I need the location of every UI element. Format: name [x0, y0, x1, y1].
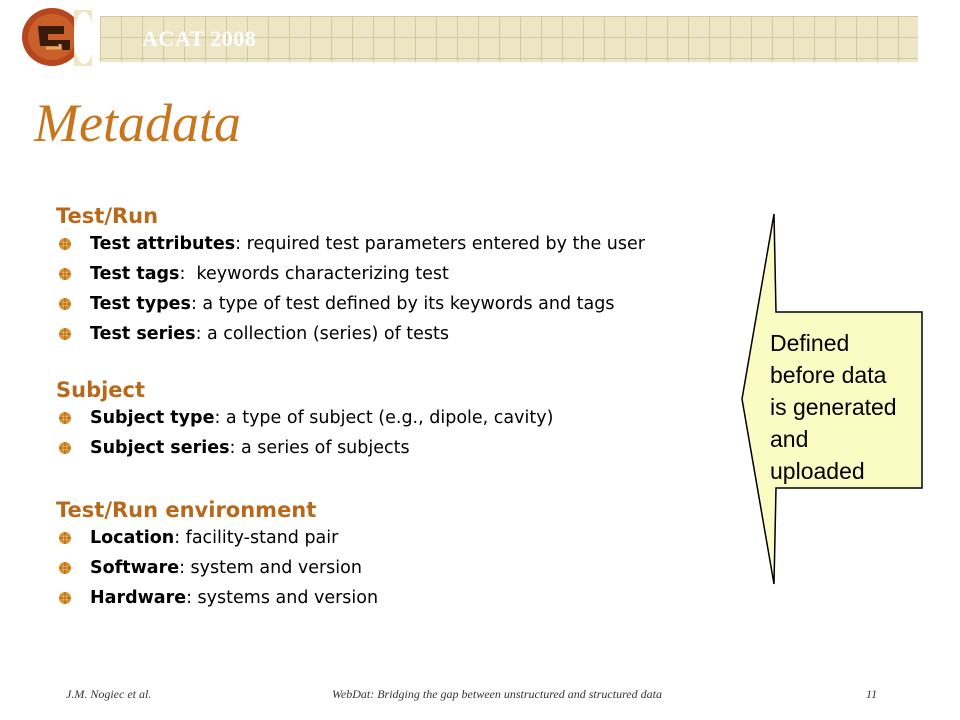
- bullet-icon: [58, 561, 72, 575]
- item-term: Subject type: [90, 408, 215, 428]
- callout-line: before data: [770, 362, 887, 388]
- item-description: : system and version: [179, 558, 362, 578]
- item-term: Test series: [90, 324, 196, 344]
- item-description: : a type of subject (e.g., dipole, cavity): [214, 408, 554, 428]
- item-description: : a series of subjects: [229, 438, 410, 458]
- list-item: [56, 523, 378, 553]
- item-description: : a collection (series) of tests: [195, 324, 450, 344]
- footer-page-number: 11: [866, 687, 878, 701]
- callout-line: uploaded: [770, 458, 865, 484]
- bullet-icon: [58, 237, 72, 251]
- bullet-icon: [58, 411, 72, 425]
- footer-presentation-title: WebDat: Bridging the gap between unstructured and structured data: [332, 687, 662, 701]
- callout-line: is generated: [770, 394, 897, 420]
- section-test-run: [56, 203, 645, 349]
- conference-title: ACAT 2008: [142, 26, 257, 51]
- bullet-list: [56, 523, 378, 613]
- item-term: Location: [90, 528, 175, 548]
- list-item: [56, 259, 645, 289]
- bullet-list: [56, 229, 645, 349]
- bullet-list: [56, 403, 553, 463]
- bullet-icon: [58, 297, 72, 311]
- section-subject: [56, 377, 553, 463]
- item-description: : facility-stand pair: [174, 528, 339, 548]
- bullet-icon: [58, 591, 72, 605]
- list-item: [56, 319, 645, 349]
- footer-author: J.M. Nogiec et al.: [66, 687, 152, 701]
- callout-line: and: [770, 426, 809, 452]
- item-term: Software: [90, 558, 180, 578]
- bullet-icon: [58, 327, 72, 341]
- item-term: Test types: [90, 294, 191, 314]
- section-heading: Test/Run environment: [56, 498, 317, 522]
- section-heading: Test/Run: [56, 204, 159, 228]
- bullet-icon: [58, 441, 72, 455]
- item-term: Test attributes: [90, 234, 236, 254]
- list-item: [56, 433, 553, 463]
- list-item: [56, 289, 645, 319]
- item-term: Subject series: [90, 438, 230, 458]
- header-band: [0, 0, 960, 70]
- section-test-run-environment: [56, 497, 378, 613]
- conference-logo-icon: [12, 4, 94, 68]
- bullet-icon: [58, 531, 72, 545]
- item-term: Hardware: [90, 588, 187, 608]
- callout-line: Defined: [770, 330, 850, 356]
- list-item: [56, 583, 378, 613]
- callout-text: [770, 327, 920, 487]
- item-term: Test tags: [90, 264, 180, 284]
- slide-title: Metadata: [34, 93, 241, 153]
- list-item: [56, 403, 553, 433]
- item-description: : keywords characterizing test: [179, 264, 449, 284]
- item-description: : systems and version: [186, 588, 379, 608]
- item-description: : required test parameters entered by the user: [235, 234, 645, 254]
- section-heading: Subject: [56, 378, 146, 402]
- list-item: [56, 229, 645, 259]
- bullet-icon: [58, 267, 72, 281]
- list-item: [56, 553, 378, 583]
- item-description: : a type of test defined by its keywords and tags: [190, 294, 615, 314]
